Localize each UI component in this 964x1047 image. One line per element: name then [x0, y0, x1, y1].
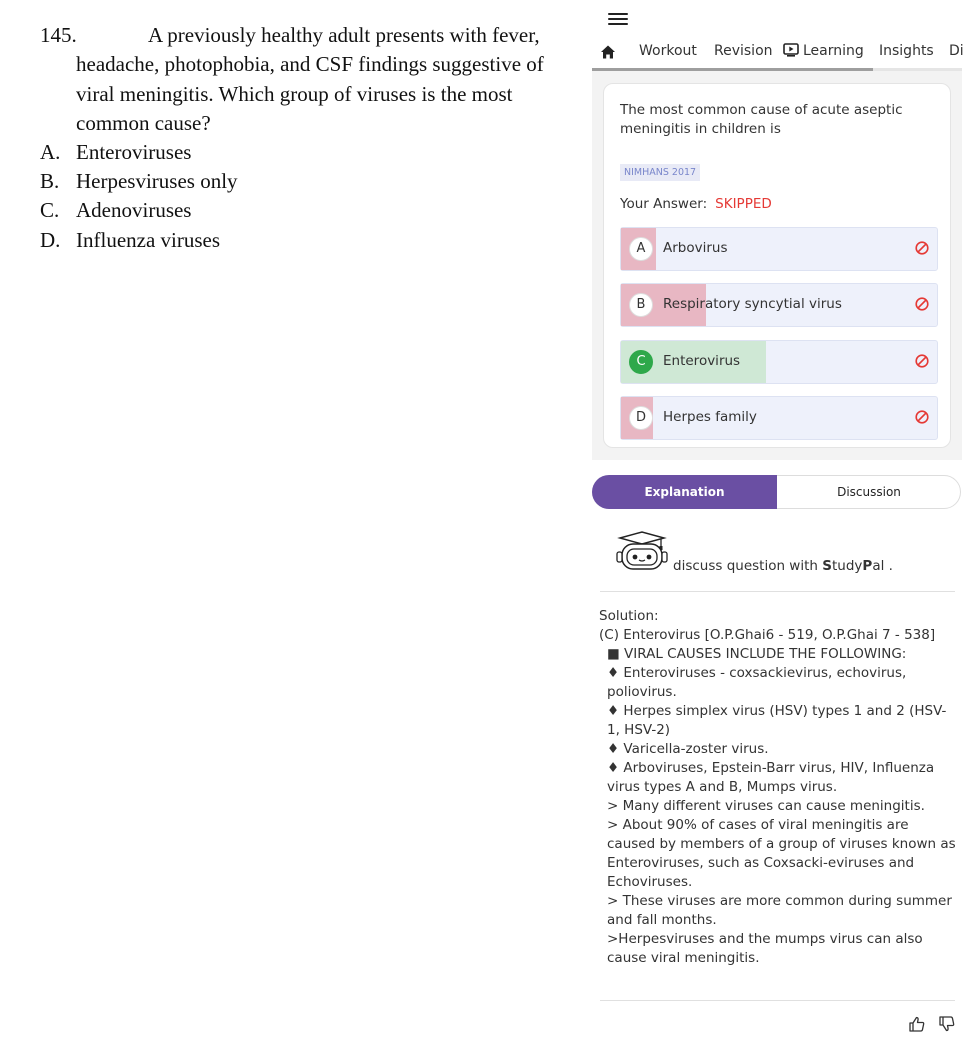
option-letter-circle: C	[629, 350, 653, 374]
studypal-s: S	[822, 558, 832, 574]
divider	[600, 1000, 955, 1001]
answer-option-d[interactable]	[620, 396, 938, 440]
solution-line: > Many different viruses can cause meningitis.	[607, 798, 925, 814]
option-text: Enteroviruses	[76, 140, 192, 164]
hamburger-menu-icon[interactable]	[608, 10, 628, 28]
top-nav-tabs	[592, 36, 962, 70]
home-icon[interactable]	[600, 44, 616, 60]
explanation-discussion-toggle	[592, 475, 962, 511]
solution-line: > These viruses are more common during summer and fall months.	[607, 893, 952, 928]
studypal-robot-icon[interactable]	[612, 530, 668, 572]
solution-line: ■ VIRAL CAUSES INCLUDE THE FOLLOWING:	[607, 646, 907, 662]
solution-heading: Solution:	[599, 608, 659, 624]
option-label: Respiratory syncytial virus	[663, 296, 842, 312]
question-line: common cause?	[76, 111, 211, 135]
studypal-link[interactable]	[673, 558, 893, 574]
solution-line: (C) Enterovirus [O.P.Ghai6 - 519, O.P.Ghai 7 - 538]	[599, 627, 936, 643]
studypal-al: al .	[872, 558, 893, 574]
option-letter-circle: A	[629, 237, 653, 261]
option-letter: D.	[40, 228, 61, 252]
tab-workout[interactable]: Workout	[639, 43, 697, 59]
card-question-text: The most common cause of acute aseptic meningitis in children is	[620, 102, 903, 137]
solution-line: ♦ Herpes simplex virus (HSV) types 1 and 2 (HSV-1, HSV-2)	[607, 703, 947, 738]
blocked-icon	[915, 410, 929, 424]
option-letter: C.	[40, 198, 60, 222]
thumbs-up-icon[interactable]	[908, 1015, 926, 1033]
app-panel	[592, 0, 962, 1047]
play-icon	[783, 43, 799, 57]
solution-text	[599, 607, 959, 968]
solution-line: ♦ Varicella-zoster virus.	[607, 741, 769, 757]
studypal-tudy: tudy	[831, 558, 863, 574]
option-text: Influenza viruses	[76, 228, 221, 252]
option-letter-circle: D	[629, 406, 653, 430]
answer-option-c[interactable]	[620, 340, 938, 384]
solution-line: ♦ Arboviruses, Epstein-Barr virus, HIV, Influenza virus types A and B, Mumps virus.	[607, 760, 935, 795]
solution-line: > About 90% of cases of viral meningitis are caused by members of a group of viruses known as Enteroviruses, such as Coxsacki-eviruses and Echoviruses.	[607, 817, 956, 890]
tab-learning[interactable]	[783, 43, 864, 59]
option-letter: A.	[40, 140, 61, 164]
answer-option-b[interactable]	[620, 283, 938, 327]
solution-line: >Herpesviruses and the mumps virus can also cause viral meningitis.	[607, 931, 923, 966]
question-number: 145.	[40, 23, 77, 47]
option-text: Adenoviruses	[76, 198, 192, 222]
option-label: Enterovirus	[663, 353, 741, 369]
exam-tag: NIMHANS 2017	[620, 164, 700, 181]
tab-revision[interactable]: Revision	[714, 43, 773, 59]
option-label: Arbovirus	[663, 240, 728, 256]
blocked-icon	[915, 241, 929, 255]
option-letter-circle: B	[629, 293, 653, 317]
your-answer	[620, 196, 772, 212]
blocked-icon	[915, 297, 929, 311]
tab-di[interactable]: Di	[949, 43, 964, 59]
option-text: Herpesviruses only	[76, 169, 238, 193]
option-letter: B.	[40, 169, 60, 193]
tab-insights[interactable]: Insights	[879, 43, 934, 59]
solution-line: ♦ Enteroviruses - coxsackievirus, echovirus, poliovirus.	[607, 665, 907, 700]
studypal-p: P	[862, 558, 873, 574]
question-line: headache, photophobia, and CSF findings suggestive of	[76, 52, 544, 76]
tab-discussion[interactable]: Discussion	[837, 485, 901, 499]
your-answer-label: Your Answer:	[620, 196, 708, 212]
question-line: viral meningitis. Which group of viruses is the most	[76, 82, 513, 106]
tab-explanation[interactable]: Explanation	[592, 475, 777, 509]
answer-option-a[interactable]	[620, 227, 938, 271]
tab-learning-label: Learning	[803, 43, 864, 59]
blocked-icon	[915, 354, 929, 368]
your-answer-value: SKIPPED	[715, 196, 772, 212]
divider	[600, 591, 955, 592]
question-line: A previously healthy adult presents with fever,	[148, 23, 540, 47]
question-area	[592, 71, 962, 460]
option-label: Herpes family	[663, 409, 757, 425]
question-card	[603, 83, 951, 448]
studypal-prefix: discuss question with	[673, 558, 823, 574]
thumbs-down-icon[interactable]	[938, 1015, 956, 1033]
